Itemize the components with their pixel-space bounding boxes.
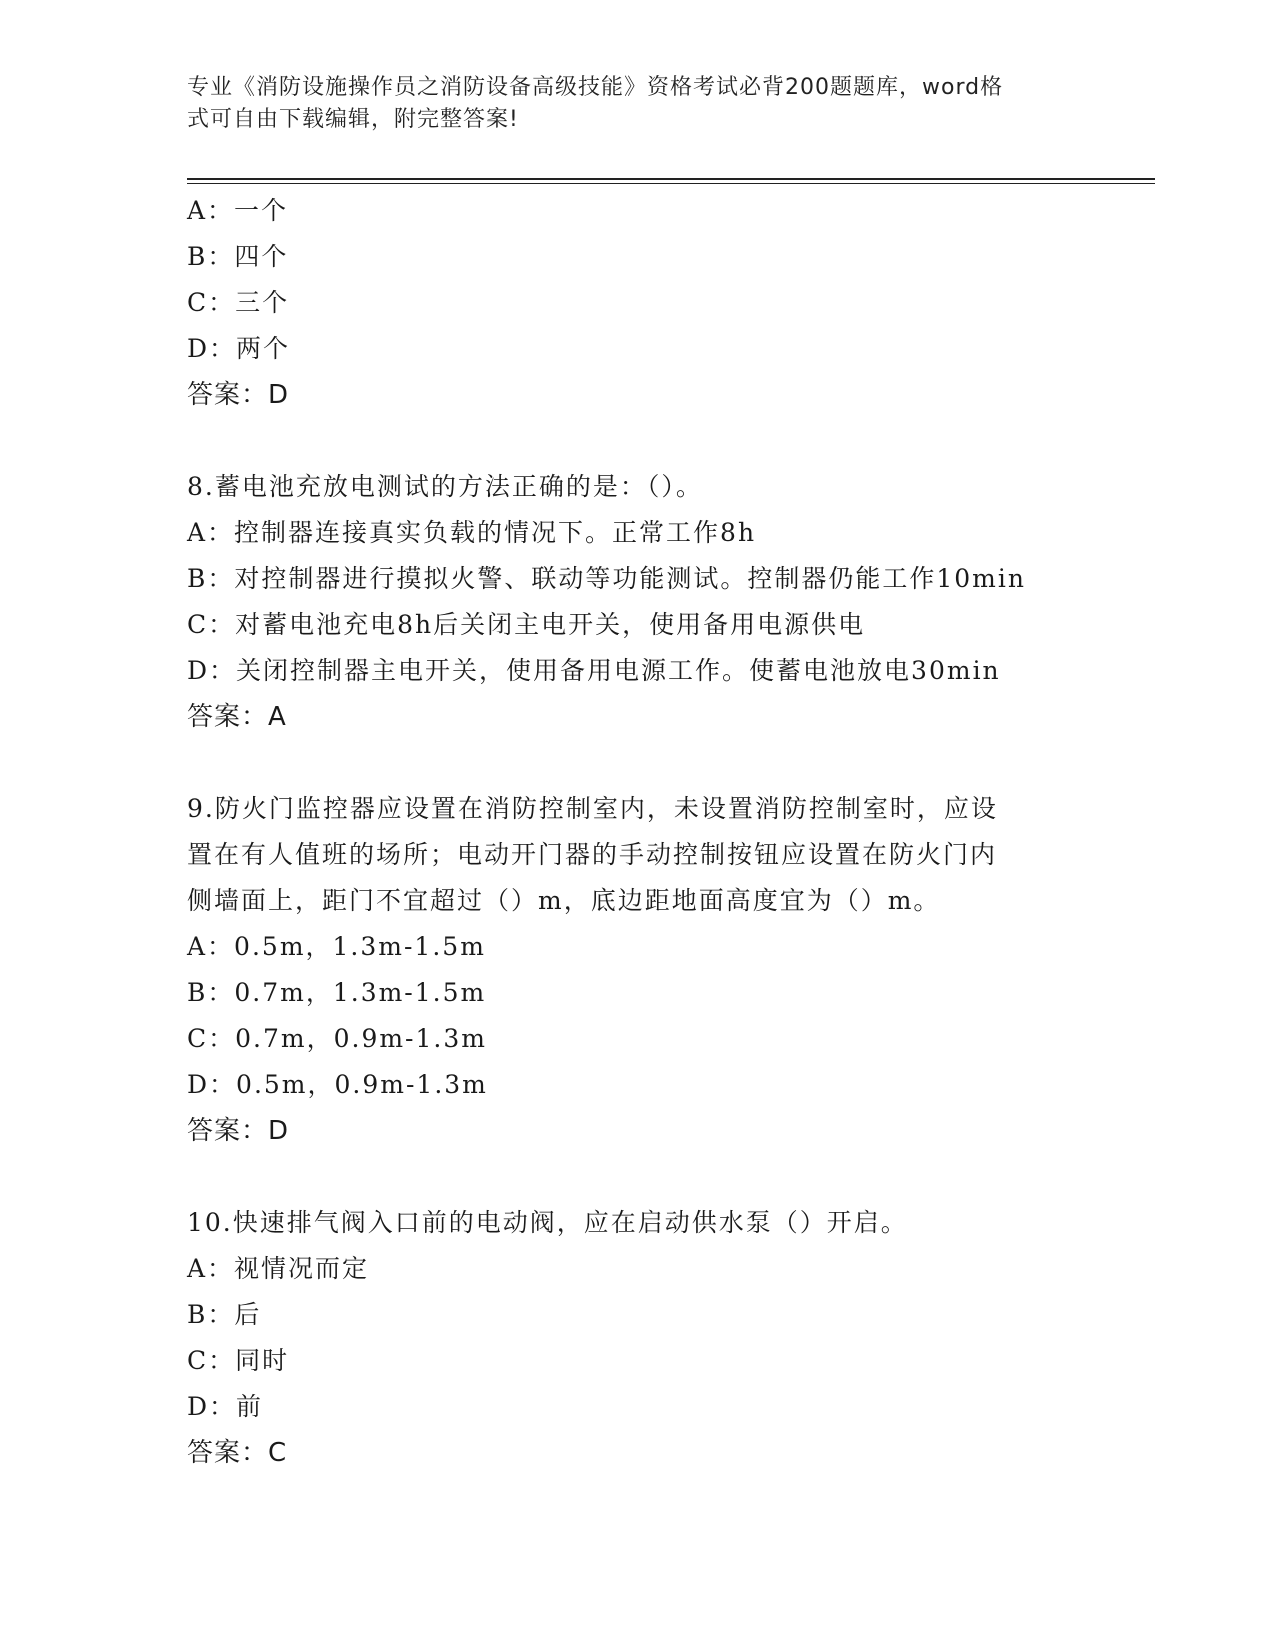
question-text: 10.快速排气阀入口前的电动阀，应在启动供水泵（）开启。 [187,1208,908,1237]
spacer [187,418,1087,464]
option-a: A：控制器连接真实负载的情况下。正常工作8h [187,518,757,547]
option-a: A：一个 [187,196,289,225]
option-a: A：0.5m，1.3m-1.5m [187,932,486,961]
header-divider-thick [187,178,1155,180]
option-d: D：0.5m，0.9m-1.3m [187,1070,488,1099]
option-c: C：同时 [187,1346,290,1375]
answer-line: 答案：D [187,380,290,410]
option-b: B：后 [187,1300,262,1329]
option-d: D：两个 [187,334,291,363]
header-divider-thin [187,183,1155,184]
option-b: B：四个 [187,242,289,271]
document-header [187,72,1067,136]
question-text-line-3: 侧墙面上，距门不宜超过（）m，底边距地面高度宜为（）m。 [187,886,941,915]
question-text-line-1: 9.防火门监控器应设置在消防控制室内，未设置消防控制室时，应设 [187,794,998,823]
spacer [187,740,1087,786]
option-b: B：0.7m，1.3m-1.5m [187,978,487,1007]
answer-line: 答案：A [187,702,287,732]
question-8-block [187,464,1087,740]
spacer [187,1154,1087,1200]
header-line-1: 专业《消防设施操作员之消防设备高级技能》资格考试必背200题题库，word格 [187,75,1004,100]
option-c: C：三个 [187,288,290,317]
question-9-block [187,786,1087,1154]
option-d: D：前 [187,1392,264,1421]
answer-line: 答案：D [187,1116,290,1146]
option-b: B：对控制器进行摸拟火警、联动等功能测试。控制器仍能工作10min [187,564,1026,593]
question-7-block [187,188,1087,418]
answer-line: 答案：C [187,1438,288,1468]
question-text-line-2: 置在有人值班的场所；电动开门器的手动控制按钮应设置在防火门内 [187,840,998,869]
option-c: C：对蓄电池充电8h后关闭主电开关，使用备用电源供电 [187,610,866,639]
question-list [187,188,1087,1476]
question-10-block [187,1200,1087,1476]
option-a: A：视情况而定 [187,1254,370,1283]
option-c: C：0.7m，0.9m-1.3m [187,1024,487,1053]
option-d: D：关闭控制器主电开关，使用备用电源工作。使蓄电池放电30min [187,656,1001,685]
question-text: 8.蓄电池充放电测试的方法正确的是：（）。 [187,472,703,501]
header-line-2: 式可自由下载编辑，附完整答案! [187,107,519,132]
